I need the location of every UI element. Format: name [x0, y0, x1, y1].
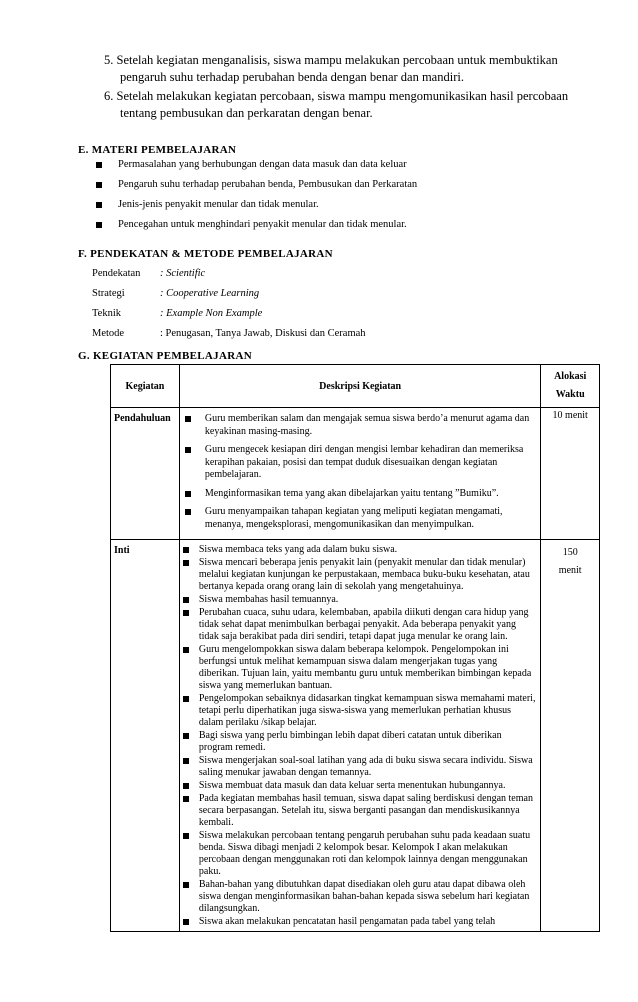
- list-item: Menginformasikan tema yang akan dibelajarkan yaitu tentang ”Bumiku”.: [183, 488, 538, 501]
- bullet-square-icon: [185, 509, 191, 515]
- section-f-heading: F. PENDEKATAN & METODE PEMBELAJARAN: [78, 248, 333, 260]
- list-item: Pada kegiatan membahas hasil temuan, siswa dapat saling berdiskusi dengan teman secara berpasangan. Setelah itu, siswa berganti pasangan dan mendiskusikannya kembali.: [183, 793, 538, 829]
- table-row: [111, 408, 600, 540]
- bullet-square-icon: [96, 202, 102, 208]
- list-item: Bahan-bahan yang dibutuhkan dapat disediakan oleh guru atau dapat dibawa oleh siswa dengan menginformasikan bahan-bahan kepada siswa sebelum hari kegiatan dilangsungkan.: [183, 879, 538, 915]
- bullet-square-icon: [183, 597, 189, 603]
- column-header-alokasi: Alokasi Waktu: [541, 365, 600, 408]
- list-item: Guru menyampaikan tahapan kegiatan yang meliputi kegiatan mengamati, menanya, mengeksplorasi, mengomunikasikan dan menyimpulkan.: [183, 506, 538, 531]
- list-item: Siswa membuat data masuk dan data keluar serta menentukan hubungannya.: [183, 780, 538, 792]
- materi-list: [96, 158, 596, 238]
- bullet-square-icon: [183, 783, 189, 789]
- list-item: Siswa akan melakukan pencatatan hasil pengamatan pada tabel yang telah: [183, 916, 538, 928]
- bullet-square-icon: [96, 162, 102, 168]
- goal-item-5: [104, 52, 594, 86]
- document-page: 5. Setelah kegiatan menganalisis, siswa mampu melakukan percobaan untuk membuktikan pengaruh suhu terhadap perubahan benda dengan benar dan mandiri. 6. Setelah melakukan kegiatan percobaan, siswa mampu mengomunikasikan hasil percobaan tentang pembusukan dan perkaratan dengan benar. E. MATERI PEMBELAJARAN Permasalahan yang berhubungan dengan data masuk dan data keluar Pengaruh suhu terhadap perubahan benda, Pembusukan dan Perkaratan Jenis-jenis penyakit menular dan tidak menular. Pencegahan untuk menghindari penyakit menular dan tidak menular. F. PENDEKATAN & METODE PEMBELAJARAN Pendekatan : Scientific Strategi : Cooperative Learning Teknik : Example Non Example Metode : Penugasan, Tanya Jawab, Diskusi dan Ceramah G. KEGIATAN PEMBELAJARAN Kegiatan Deskripsi Kegiatan Alokasi Waktu Pendahuluan Guru memberikan salam dan mengajak semua siswa berdo’a menurut agama dan keyakinan masing-masing. Guru mengecek kesiapan diri dengan mengisi lembar kehadiran dan memeriksa kerapihan pakaian, posisi dan tempat duduk disesuaikan dengan kegiatan pembelajaran. Menginformasikan tema yang akan dibelajarkan yaitu tentang ”Bumiku”. Guru menyampaikan tahapan kegiatan yang meliputi kegiatan mengamati, menanya, mengeksplorasi, mengomunikasikan dan menyimpulkan. 10 menit Inti Siswa membaca teks yang ada dalam buku siswa. Siswa mencari beberapa jenis penyakit lain (penyakit menular dan tidak menular) melalui kegiatan kunjungan ke perpustakaan, membaca buku-buku kesehatan, atau bertanya kepada orang orang lain di sekolah yang mengetahuinya. Siswa membahas hasil temuannya. Perubahan cuaca, suhu udara, kelembaban, apabila diikuti dengan cara hidup yang tidak sehat dapat menimbulkan berbagai penyakit. Ada beberapa penyakit yang tidak saja berakibat pada diri sendiri, tetapi dapat juga menular ke orang lain. Guru mengelompokkan siswa dalam beberapa kelompok. Pengelompokan ini berfungsi untuk melihat kemampuan siswa dalam mengerjakan tugas yang diberikan. Tujuan lain, yaitu membantu guru untuk memberikan bimbingan kepada siswa yang memerlukan bantuan. Pengelompokan sebaiknya didasarkan tingkat kemampuan siswa memahami materi, tetapi perlu diperhatikan juga siswa-siswa yang memerlukan perhatian khusus dalam perilaku /sikap belajar. Bagi siswa yang perlu bimbingan lebih dapat diberi catatan untuk diberikan program remedi. Siswa mengerjakan soal-soal latihan yang ada di buku siswa secara individu. Siswa saling menukar jawaban dengan temannya. Siswa membuat data masuk dan data keluar serta menentukan hubungannya. Pada kegiatan membahas hasil temuan, siswa dapat saling berdiskusi dengan teman secara berpasangan. Setelah itu, siswa berganti pasangan dan mendiskusikannya kembali. Siswa melakukan percobaan tentang pengaruh perubahan suhu pada keadaan suatu benda. Siswa dibagi menjadi 2 kelompok besar. Kelompok I akan melakukan percobaan dengan menggunakan roti dan kelompok lainnya dengan menggunakan paku. Bahan-bahan yang dibutuhkan dapat disediakan oleh guru atau dapat dibawa oleh siswa dengan menginformasikan bahan-bahan kepada siswa sebelum hari kegiatan dilangsungkan. Siswa akan melakukan pencatatan hasil pengamatan pada tabel yang telah 150 menit: [0, 0, 638, 1002]
- column-header-kegiatan: Kegiatan: [111, 365, 180, 408]
- list-item: Siswa melakukan percobaan tentang pengaruh perubahan suhu pada keadaan suatu benda. Siswa dibagi menjadi 2 kelompok besar. Kelompok I akan melakukan percobaan dengan menggunakan roti dan kelompok lainnya dengan menggunakan paku.: [183, 830, 538, 878]
- activities-table: [110, 364, 600, 932]
- bullet-square-icon: [183, 733, 189, 739]
- bullet-square-icon: [183, 547, 189, 553]
- bullet-square-icon: [96, 182, 102, 188]
- column-header-deskripsi: Deskripsi Kegiatan: [179, 365, 541, 408]
- list-item: Pencegahan untuk menghindari penyakit menular dan tidak menular.: [96, 218, 596, 238]
- bullet-square-icon: [96, 222, 102, 228]
- list-item: Pengaruh suhu terhadap perubahan benda, Pembusukan dan Perkaratan: [96, 178, 596, 198]
- section-e-heading: E. MATERI PEMBELAJARAN: [78, 144, 237, 156]
- bullet-square-icon: [185, 416, 191, 422]
- list-item: Guru mengecek kesiapan diri dengan mengisi lembar kehadiran dan memeriksa kerapihan pakaian, posisi dan tempat duduk disesuaikan dengan kegiatan pembelajaran.: [183, 444, 538, 482]
- list-item: Bagi siswa yang perlu bimbingan lebih dapat diberi catatan untuk diberikan program remedi.: [183, 730, 538, 754]
- list-item: Siswa mencari beberapa jenis penyakit lain (penyakit menular dan tidak menular) melalui kegiatan kunjungan ke perpustakaan, membaca buku-buku kesehatan, atau bertanya kepada orang orang lain di sekolah yang mengetahuinya.: [183, 557, 538, 593]
- list-item: Perubahan cuaca, suhu udara, kelembaban, apabila diikuti dengan cara hidup yang tidak sehat dapat menimbulkan berbagai penyakit. Ada beberapa penyakit yang tidak saja berakibat pada diri sendiri, tetapi dapat juga menular ke orang lain.: [183, 607, 538, 643]
- table-header-row: [111, 365, 600, 408]
- time-inti: 150 menit: [541, 540, 600, 932]
- bullet-square-icon: [183, 796, 189, 802]
- list-item: Guru mengelompokkan siswa dalam beberapa kelompok. Pengelompokan ini berfungsi untuk melihat kemampuan siswa dalam mengerjakan tugas yang diberikan. Tujuan lain, yaitu membantu guru untuk memberikan bimbingan kepada siswa yang memerlukan bantuan.: [183, 644, 538, 692]
- stage-inti: Inti: [111, 540, 180, 932]
- time-pendahuluan: 10 menit: [541, 408, 600, 540]
- bullet-square-icon: [183, 560, 189, 566]
- stage-pendahuluan: Pendahuluan: [111, 408, 180, 540]
- goal-text: Setelah kegiatan menganalisis, siswa mampu melakukan percobaan untuk membuktikan pengaruh suhu terhadap perubahan benda dengan benar dan mandiri.: [116, 53, 558, 84]
- bullet-square-icon: [183, 882, 189, 888]
- goal-text: Setelah melakukan kegiatan percobaan, siswa mampu mengomunikasikan hasil percobaan tentang pembusukan dan perkaratan dengan benar.: [116, 89, 569, 120]
- list-item: Jenis-jenis penyakit menular dan tidak menular.: [96, 198, 596, 218]
- list-item: Siswa membahas hasil temuannya.: [183, 594, 538, 606]
- goal-item-6: [104, 88, 594, 122]
- bullet-square-icon: [183, 696, 189, 702]
- goal-number: 5.: [104, 53, 114, 67]
- list-item: Siswa mengerjakan soal-soal latihan yang ada di buku siswa secara individu. Siswa saling menukar jawaban dengan temannya.: [183, 755, 538, 779]
- list-item: Permasalahan yang berhubungan dengan data masuk dan data keluar: [96, 158, 596, 178]
- bullet-square-icon: [183, 758, 189, 764]
- bullet-square-icon: [183, 647, 189, 653]
- bullet-square-icon: [185, 491, 191, 497]
- table-row: [111, 540, 600, 932]
- description-cell: [179, 540, 541, 932]
- bullet-square-icon: [183, 919, 189, 925]
- description-cell: [179, 408, 541, 540]
- section-g-heading: G. KEGIATAN PEMBELAJARAN: [78, 350, 252, 362]
- list-item: Pengelompokan sebaiknya didasarkan tingkat kemampuan siswa memahami materi, tetapi perlu diperhatikan juga siswa-siswa yang memerlukan perhatian khusus dalam perilaku /sikap belajar.: [183, 693, 538, 729]
- list-item: Siswa membaca teks yang ada dalam buku siswa.: [183, 544, 538, 556]
- goal-number: 6.: [104, 89, 114, 103]
- bullet-square-icon: [183, 833, 189, 839]
- list-item: Guru memberikan salam dan mengajak semua siswa berdo’a menurut agama dan keyakinan masing-masing.: [183, 413, 538, 438]
- bullet-square-icon: [185, 447, 191, 453]
- bullet-square-icon: [183, 610, 189, 616]
